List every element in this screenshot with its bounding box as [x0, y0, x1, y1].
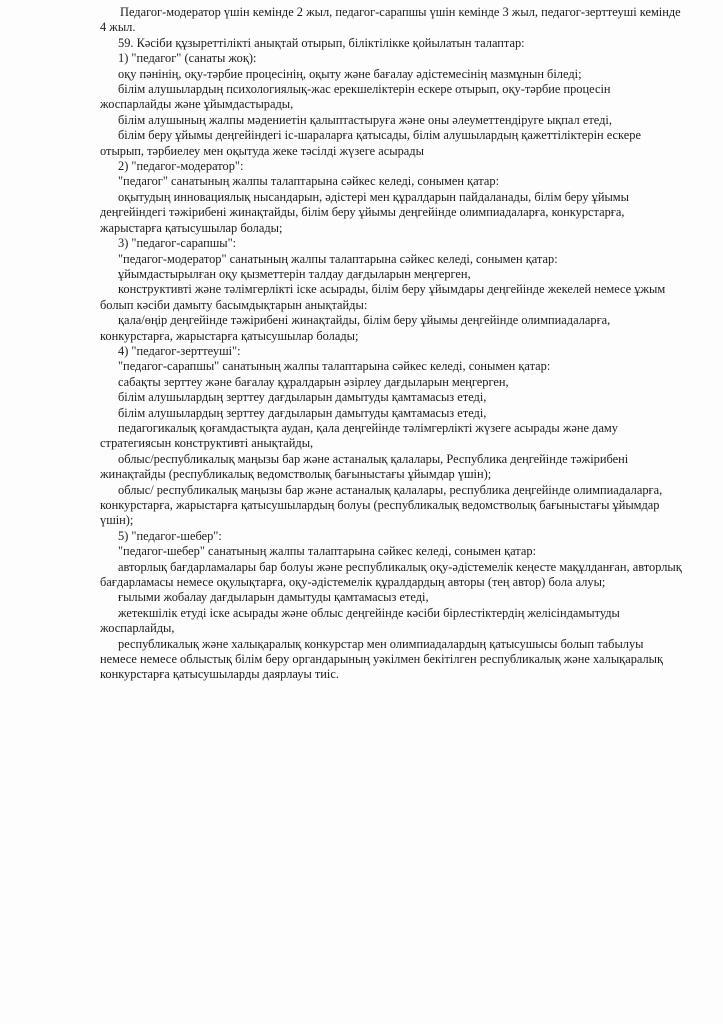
paragraph-item-2-line-1: "педагог" санатының жалпы талаптарына сәйкес келеді, сонымен қатар:: [118, 174, 500, 189]
paragraph-item-2-line-2: оқытудың инновациялық нысандарын, әдістері мен құралдарын пайдаланады, білім беру ұйымы деңгейіндегі тәжірибені жинақтайды, білім беру ұйымы деңгейінде олимпиадаларға, конкурстарға, жарыстарға қатысушылар болады;: [100, 189, 629, 235]
paragraph-item-5-line-2: авторлық бағдарламалары бар болуы және республикалық оқу-әдістемелік кеңесте мақұлданған, авторлық бағдарламасы немесе оқулықтарға, оқу-әдістемелік құралдардың авторы (тең автор) бола алуы;: [100, 559, 682, 590]
paragraph-item-3-line-2: ұйымдастырылған оқу қызметтерін талдау дағдыларын меңгерген,: [118, 266, 471, 281]
paragraph-59-heading: 59. Кәсіби құзыреттілікті анықтай отырып, біліктілікке қойылатын талаптар:: [118, 35, 525, 50]
paragraph-item-4-heading: 4) "педагог-зерттеуші":: [118, 343, 241, 358]
paragraph-item-3-line-1: "педагог-модератор" санатының жалпы талаптарына сәйкес келеді, сонымен қатар:: [118, 251, 558, 266]
paragraph-item-4-line-1: "педагог-сарапшы" санатының жалпы талаптарына сәйкес келеді, сонымен қатар:: [118, 359, 551, 374]
paragraph-item-5-line-3: ғылыми жобалау дағдыларын дамытуды қамтамасыз етеді,: [118, 590, 429, 605]
paragraph-item-1-heading: 1) "педагог" (санаты жоқ):: [118, 51, 257, 66]
paragraph-item-5-heading: 5) "педагог-шебер":: [118, 528, 222, 543]
paragraph-item-4-line-7: облыс/ республикалық маңызы бар және астаналық қалалары, республика деңгейінде олимпиадаларға, конкурстарға, жарыстарға қатысушылардың болуы (республикалық ведомстволық бағыныстағы ұйымдар үшін);: [100, 482, 663, 528]
paragraph-item-1-line-3: білім алушының жалпы мәдениетін қалыптастыруға және оны әлеуметтендіруге ықпал етеді,: [118, 112, 612, 127]
paragraph-item-1-line-4: білім беру ұйымы деңгейіндегі іс-шараларға қатысады, білім алушылардың қажеттіліктерін ескере отырып, тәрбиелеу мен оқытуда жеке тәсілді жүзеге асырады: [100, 128, 641, 158]
paragraph-item-3-line-4: қала/өңір деңгейінде тәжірибені жинақтайды, білім беру ұйымы деңгейінде олимпиадаларға, конкурстарға, жарыстарға қатысушылар болады;: [100, 313, 611, 343]
paragraph-item-5-line-5: республикалық және халықаралық конкурстар мен олимпиадалардың қатысушысы болып табылуы немесе немесе облыстық білім беру органдарының уәкілмен бекітілген республикалық және халықаралық конкурстарға қатысушыларды даярлауы тиіс.: [100, 636, 664, 682]
paragraph-item-4-line-5: педагогикалық қоғамдастықта аудан, қала деңгейінде тәлімгерлікті жүзеге асырады және даму стратегиясын конструктивті анықтайды,: [100, 420, 618, 451]
paragraph-item-3-line-3: конструктивті және тәлімгерлікті іске асырады, білім беру ұйымдары деңгейінде жекелей немесе ұжым болып кәсіби дамыту басымдықтарын анықтайды:: [100, 282, 666, 312]
paragraph-item-5-line-4: жетекшілік етуді іске асырады және облыс деңгейінде кәсіби бірлестіктердің желісіндамытуды жоспарлайды,: [100, 605, 620, 636]
paragraph-item-4-line-6: облыс/республикалық маңызы бар және астаналық қалалары, Республика деңгейінде тәжірибені жинақтайды (республикалық ведомстволық бағыныстағы ұйымдар үшін);: [100, 451, 629, 482]
paragraph-experience-years: Педагог-модератор үшін кемінде 2 жыл, педагог-сарапшы үшін кемінде 3 жыл, педагог-зерттеуші кемінде 4 жыл.: [100, 5, 681, 35]
paragraph-item-5-line-1: "педагог-шебер" санатының жалпы талаптарына сәйкес келеді, сонымен қатар:: [118, 544, 537, 559]
paragraph-item-1-line-1: оқу пәнінің, оқу-тәрбие процесінің, оқыту және бағалау әдістемесінің мазмұнын біледі;: [118, 66, 582, 81]
paragraph-item-3-heading: 3) "педагог-сарапшы":: [118, 236, 237, 251]
paragraph-item-4-line-4: білім алушылардың зерттеу дағдыларын дамытуды қамтамасыз етеді,: [118, 405, 487, 420]
paragraph-item-4-line-3: білім алушылардың зерттеу дағдыларын дамытуды қамтамасыз етеді,: [118, 390, 487, 405]
paragraph-item-1-line-2: білім алушылардың психологиялық-жас ерекшеліктерін ескере отырып, оқу-тәрбие процесін жоспарлайды және ұйымдастырады,: [100, 82, 611, 112]
paragraph-item-2-heading: 2) "педагог-модератор":: [118, 159, 244, 174]
paragraph-item-4-line-2: сабақты зерттеу және бағалау құралдарын әзірлеу дағдыларын меңгерген,: [118, 374, 509, 389]
